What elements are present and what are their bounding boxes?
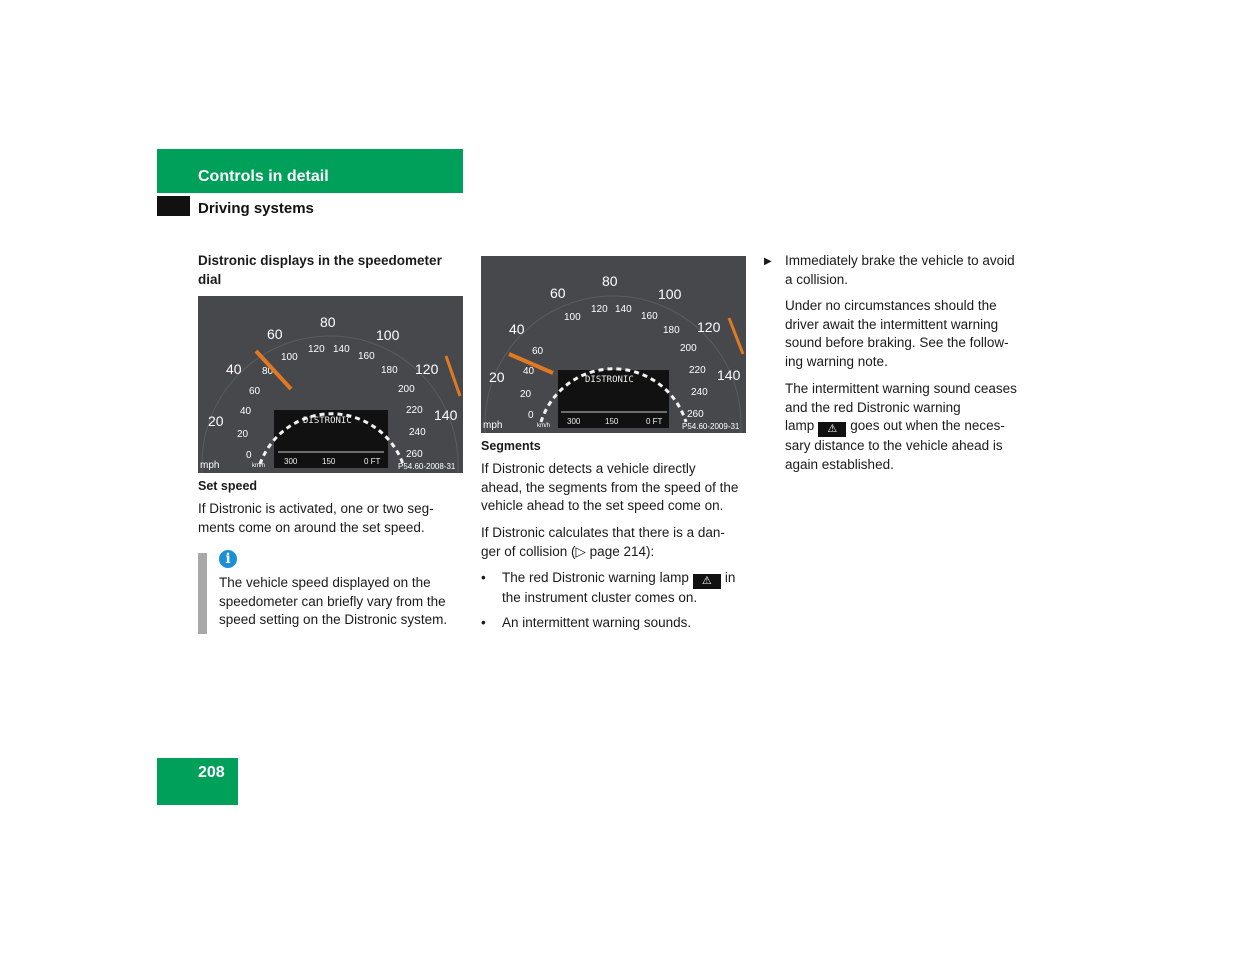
text-line: ments come on around the set speed.: [198, 519, 425, 535]
section-title: Controls in detail: [198, 168, 329, 185]
figure-caption: Set speed: [198, 479, 258, 493]
unit-mph: mph: [483, 420, 503, 431]
kmh-label-220: 220: [406, 405, 423, 416]
mph-label-140: 140: [717, 367, 741, 383]
text-line: speedometer can briefly vary from the: [219, 593, 446, 609]
mph-label-100: 100: [658, 286, 682, 302]
unit-mph: mph: [200, 460, 220, 471]
distronic-warning-lamp-icon: ⚠: [693, 574, 721, 589]
unit-kmh: km/h: [252, 463, 266, 469]
bullet-item: An intermittent warning sounds.: [502, 615, 692, 630]
text-line: driver await the intermittent warning: [785, 316, 999, 332]
kmh-label-260: 260: [406, 449, 423, 460]
text-line: ing warning note.: [785, 353, 888, 369]
speedometer-figure-set-speed: [198, 296, 463, 473]
text-line: If Distronic detects a vehicle directly: [481, 461, 696, 476]
subsection-title: Driving systems: [198, 200, 314, 217]
text-line: sary distance to the vehicle ahead is: [785, 438, 1003, 453]
paragraph: [481, 524, 725, 561]
text-line: Under no circumstances should the: [785, 298, 997, 313]
kmh-label-80: 80: [262, 366, 274, 377]
text-line: and the red Distronic warning: [785, 399, 961, 415]
mph-label-20: 20: [489, 369, 505, 385]
kmh-label-100: 100: [281, 352, 298, 363]
text-line: ahead, the segments from the speed of the: [481, 479, 739, 495]
display-label: DISTRONIC: [585, 375, 634, 385]
distance-tick: 300: [284, 457, 298, 466]
text-line: vehicle ahead to the set speed come on.: [481, 498, 724, 513]
mph-label-60: 60: [550, 285, 566, 301]
kmh-label-120: 120: [308, 344, 325, 355]
text-line: in: [724, 570, 736, 585]
kmh-label-20: 20: [520, 389, 532, 400]
kmh-label-60: 60: [249, 386, 261, 397]
figure-heading-line: dial: [198, 271, 222, 287]
kmh-label-140: 140: [615, 304, 632, 315]
text-line: The vehicle speed displayed on the: [219, 575, 431, 590]
info-sidebar: [198, 553, 207, 634]
mph-label-80: 80: [602, 273, 618, 289]
kmh-label-240: 240: [691, 387, 708, 398]
mph-label-80: 80: [320, 314, 336, 330]
distance-tick: 0 FT: [364, 457, 381, 466]
figure-heading-line: Distronic displays in the speedometer: [198, 253, 442, 268]
distance-tick: 150: [605, 417, 619, 426]
text-line: Immediately brake the vehicle to avoid: [785, 253, 1015, 268]
figure-ref: P54.60-2009-31: [682, 422, 740, 431]
mph-label-120: 120: [697, 319, 721, 335]
mph-label-120: 120: [415, 361, 439, 377]
text-line: The intermittent warning sound ceases: [785, 381, 1017, 396]
step-arrow-icon: ▶: [764, 256, 772, 267]
paragraph: [198, 500, 434, 537]
info-icon: i: [219, 550, 237, 568]
mph-label-20: 20: [208, 413, 224, 429]
distronic-warning-lamp-icon: ⚠: [818, 422, 846, 437]
bullet-item: [502, 569, 735, 608]
figure-caption: Segments: [481, 439, 541, 453]
text-line: lamp: [785, 418, 815, 433]
kmh-label-260: 260: [687, 409, 704, 420]
text-line: the instrument cluster comes on.: [502, 590, 698, 605]
mph-label-40: 40: [509, 321, 525, 337]
info-note: [219, 574, 447, 630]
kmh-label-160: 160: [358, 351, 375, 362]
display-label: DISTRONIC: [303, 416, 352, 426]
text-line: speed setting on the Distronic system.: [219, 612, 448, 627]
kmh-label-180: 180: [381, 365, 398, 376]
kmh-label-40: 40: [240, 406, 252, 417]
bullet-marker: •: [481, 615, 486, 630]
text-line: ger of collision (▷ page 214):: [481, 543, 655, 559]
kmh-label-60: 60: [532, 346, 544, 357]
kmh-label-0: 0: [246, 450, 252, 461]
unit-kmh: km/h: [537, 423, 551, 429]
kmh-label-0: 0: [528, 410, 534, 421]
kmh-label-140: 140: [333, 344, 350, 355]
page-number: 208: [198, 764, 225, 781]
mph-label-40: 40: [226, 361, 242, 377]
speedometer-figure-segments: [481, 256, 746, 433]
kmh-label-240: 240: [409, 427, 426, 438]
text-line: a collision.: [785, 271, 849, 287]
paragraph: [481, 460, 738, 516]
kmh-label-200: 200: [680, 343, 697, 354]
text-line: The red Distronic warning lamp: [502, 570, 689, 585]
kmh-label-120: 120: [591, 304, 608, 315]
instruction-step: [785, 252, 1015, 289]
figure-heading: [198, 252, 442, 289]
kmh-label-160: 160: [641, 311, 658, 322]
mph-label-100: 100: [376, 327, 400, 343]
kmh-label-100: 100: [564, 312, 581, 323]
distance-tick: 150: [322, 457, 336, 466]
text-line: goes out when the neces-: [850, 418, 1005, 433]
kmh-label-200: 200: [398, 384, 415, 395]
kmh-label-180: 180: [663, 325, 680, 336]
bullet-marker: •: [481, 570, 486, 585]
kmh-label-40: 40: [523, 366, 535, 377]
subsection-marker: [157, 196, 190, 216]
text-line: If Distronic is activated, one or two seg-: [198, 501, 434, 516]
paragraph: [785, 297, 1009, 371]
text-line: sound before braking. See the follow-: [785, 335, 1009, 350]
figure-ref: P54.60-2008-31: [398, 462, 456, 471]
distance-tick: 300: [567, 417, 581, 426]
kmh-label-20: 20: [237, 429, 249, 440]
kmh-label-220: 220: [689, 365, 706, 376]
distance-tick: 0 FT: [646, 417, 663, 426]
paragraph: [785, 380, 1017, 474]
text-line: If Distronic calculates that there is a dan-: [481, 525, 725, 540]
mph-label-140: 140: [434, 407, 458, 423]
mph-label-60: 60: [267, 326, 283, 342]
text-line: again established.: [785, 456, 894, 472]
